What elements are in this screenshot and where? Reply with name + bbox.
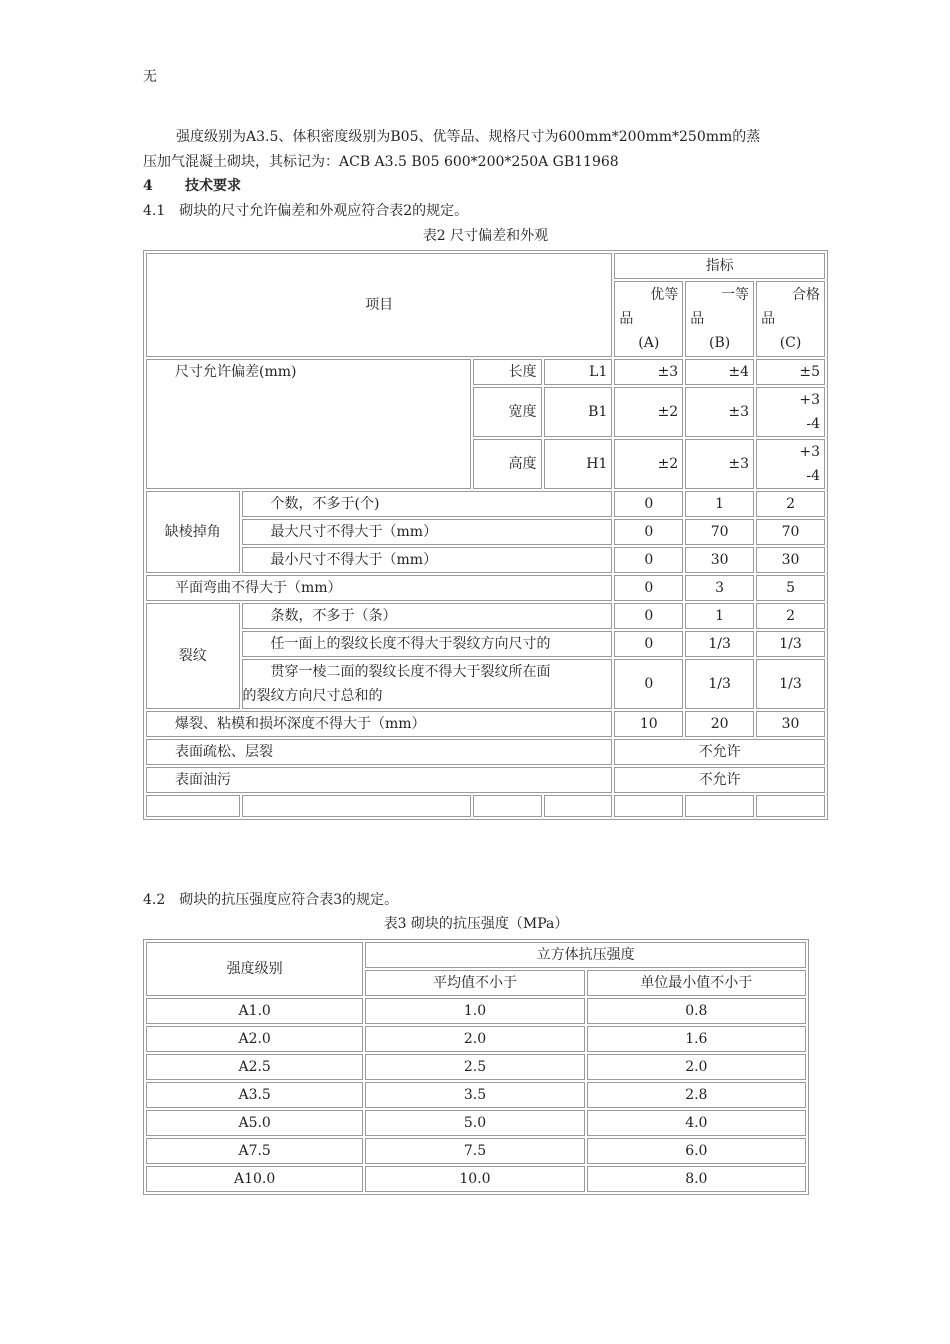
table-row: [146, 631, 825, 657]
table-3-caption: 表3 砌块的抗压强度（MPa）: [383, 916, 569, 932]
table-row: [146, 547, 825, 573]
header-indicator: 指标: [614, 253, 825, 279]
grade-cell: A1.0: [146, 998, 363, 1024]
value-b: ±4: [685, 359, 754, 385]
table-2: [143, 250, 828, 820]
value-c: 70: [756, 519, 825, 545]
table-row-empty: [146, 795, 825, 817]
grade-cell: A7.5: [146, 1138, 363, 1164]
value-a: 0: [614, 547, 683, 573]
size-row-symbol: L1: [544, 359, 613, 385]
header-grade-c: 合格 品 (C): [756, 281, 825, 357]
col-min-header: 单位最小值不小于: [587, 970, 806, 996]
grade-cell: A2.5: [146, 1054, 363, 1080]
value-c: 30: [756, 711, 825, 737]
section-4-number: 4: [143, 178, 153, 194]
value-b: ±3: [685, 387, 754, 437]
top-mark: 无: [143, 69, 157, 85]
size-row-name: 长度: [473, 359, 542, 385]
value-c: 2: [756, 491, 825, 517]
table-row: [146, 603, 825, 629]
value-b: 20: [685, 711, 754, 737]
value-b: 1: [685, 491, 754, 517]
header-grade-b: 一等 品 (B): [685, 281, 754, 357]
value-c: 2: [756, 603, 825, 629]
size-row-name: 高度: [473, 439, 542, 489]
min-cell: 0.8: [587, 998, 806, 1024]
table-row: [146, 739, 825, 765]
avg-cell: 3.5: [365, 1082, 584, 1108]
grade-cell: A5.0: [146, 1110, 363, 1136]
value-b: 70: [685, 519, 754, 545]
table-row: [146, 1082, 806, 1108]
size-row-name: 宽度: [473, 387, 542, 437]
section-4-title: 技术要求: [185, 178, 241, 194]
value-a: 0: [614, 575, 683, 601]
table-row: [146, 1138, 806, 1164]
min-cell: 1.6: [587, 1026, 806, 1052]
value-a: 0: [614, 659, 683, 709]
surface-loose-value: 不允许: [614, 739, 825, 765]
col-grade-header: 强度级别: [146, 942, 363, 996]
value-a: ±2: [614, 387, 683, 437]
header-grade-a: 优等 品 (A): [614, 281, 683, 357]
min-cell: 8.0: [587, 1166, 806, 1192]
table-row: [146, 519, 825, 545]
surface-oil-value: 不允许: [614, 767, 825, 793]
value-c: 30: [756, 547, 825, 573]
header-item: 项目: [146, 253, 612, 357]
table-row: [146, 998, 806, 1024]
grade-cell: A10.0: [146, 1166, 363, 1192]
col-avg-header: 平均值不小于: [365, 970, 584, 996]
avg-cell: 2.0: [365, 1026, 584, 1052]
value-b: ±3: [685, 439, 754, 489]
avg-cell: 2.5: [365, 1054, 584, 1080]
value-a: 0: [614, 519, 683, 545]
table-row: [146, 575, 825, 601]
value-b: 3: [685, 575, 754, 601]
surface-oil-name: 表面油污: [146, 767, 612, 793]
value-b: 30: [685, 547, 754, 573]
grade-cell: A2.0: [146, 1026, 363, 1052]
size-deviation-label: 尺寸允许偏差(mm): [146, 359, 471, 489]
intro-line-2: 压加气混凝土砌块，其标记为：ACB A3.5 B05 600*200*250A GB11968: [143, 154, 619, 170]
col-group-header: 立方体抗压强度: [365, 942, 806, 968]
min-cell: 6.0: [587, 1138, 806, 1164]
crack-row-name: 任一面上的裂纹长度不得大于裂纹方向尺寸的: [242, 631, 613, 657]
intro-line-1: 强度级别为A3.5、体积密度级别为B05、优等品、规格尺寸为600mm*200mm*250mm的蒸: [176, 129, 761, 145]
value-a: 0: [614, 491, 683, 517]
value-a: ±2: [614, 439, 683, 489]
corner-row-name: 个数，不多于(个): [242, 491, 613, 517]
min-cell: 2.0: [587, 1054, 806, 1080]
value-c: ±5: [756, 359, 825, 385]
table-row: [146, 1026, 806, 1052]
size-row-symbol: H1: [544, 439, 613, 489]
avg-cell: 5.0: [365, 1110, 584, 1136]
value-a: ±3: [614, 359, 683, 385]
value-a: 10: [614, 711, 683, 737]
corner-row-name: 最大尺寸不得大于（mm）: [242, 519, 613, 545]
grade-cell: A3.5: [146, 1082, 363, 1108]
value-c: 5: [756, 575, 825, 601]
value-c: +3 -4: [756, 439, 825, 489]
surface-loose-name: 表面疏松、层裂: [146, 739, 612, 765]
flat-bend-name: 平面弯曲不得大于（mm）: [146, 575, 612, 601]
table-row: [146, 1054, 806, 1080]
value-c: +3 -4: [756, 387, 825, 437]
section-4-1-text: 4.1 砌块的尺寸允许偏差和外观应符合表2的规定。: [143, 203, 469, 219]
avg-cell: 10.0: [365, 1166, 584, 1192]
avg-cell: 7.5: [365, 1138, 584, 1164]
table-row: [146, 711, 825, 737]
table-row: [146, 1166, 806, 1192]
table-row: [146, 359, 825, 385]
table-row: [146, 1110, 806, 1136]
burst-name: 爆裂、粘模和损坏深度不得大于（mm）: [146, 711, 612, 737]
min-cell: 2.8: [587, 1082, 806, 1108]
crack-row-name: 贯穿一棱二面的裂纹长度不得大于裂纹所在面 的裂纹方向尺寸总和的: [242, 659, 613, 709]
crack-row-name: 条数，不多于（条）: [242, 603, 613, 629]
corner-defect-label: 缺棱掉角: [146, 491, 240, 573]
table-2-caption: 表2 尺寸偏差和外观: [422, 228, 549, 244]
size-row-symbol: B1: [544, 387, 613, 437]
value-a: 0: [614, 631, 683, 657]
table-row: [146, 491, 825, 517]
value-c: 1/3: [756, 631, 825, 657]
min-cell: 4.0: [587, 1110, 806, 1136]
value-b: 1/3: [685, 631, 754, 657]
avg-cell: 1.0: [365, 998, 584, 1024]
value-b: 1/3: [685, 659, 754, 709]
table-row: [146, 659, 825, 709]
corner-row-name: 最小尺寸不得大于（mm）: [242, 547, 613, 573]
table-row: [146, 767, 825, 793]
crack-label: 裂纹: [146, 603, 240, 709]
value-c: 1/3: [756, 659, 825, 709]
section-4-2-text: 4.2 砌块的抗压强度应符合表3的规定。: [143, 892, 399, 908]
value-a: 0: [614, 603, 683, 629]
table-3: [143, 939, 809, 1195]
value-b: 1: [685, 603, 754, 629]
